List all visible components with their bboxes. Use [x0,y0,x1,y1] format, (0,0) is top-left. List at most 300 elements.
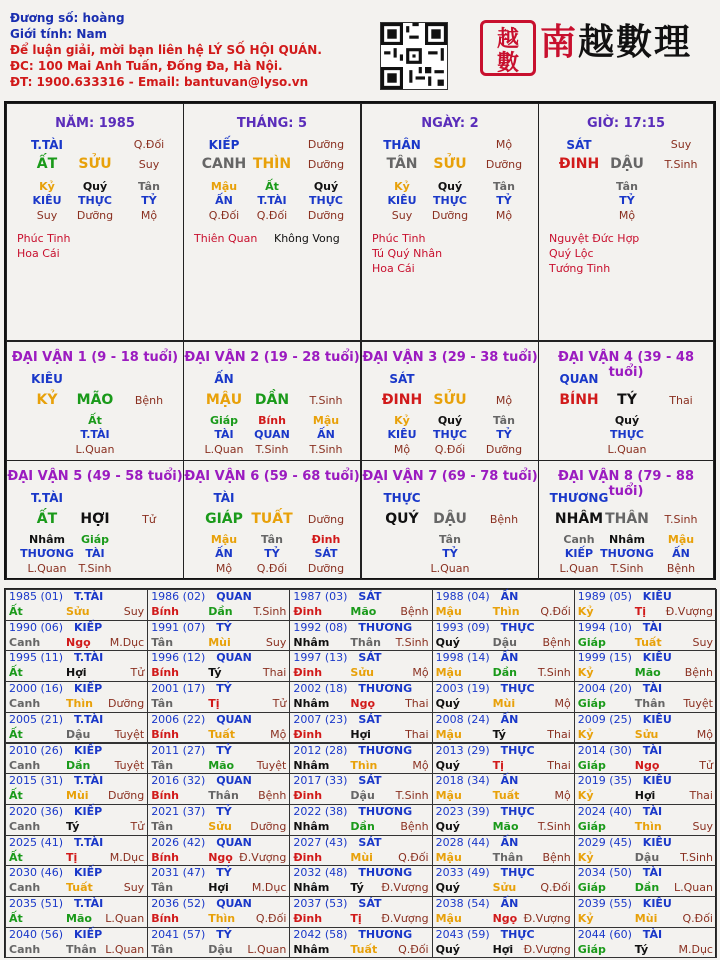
hidden-ten-god: KIÊU [387,428,417,441]
year-chi: Hợi [208,881,229,895]
year-can: Canh [9,697,41,711]
year-cell[interactable] [574,835,717,867]
year-ten-god: KIẾP [74,866,103,880]
year-label: 2023 (39) [435,804,490,818]
phone-email-text[interactable]: ĐT: 1900.633316 - Email: bantuvan@lyso.vn [10,75,309,89]
year-state: Mộ [412,758,429,772]
thien-can: GIÁP [205,511,243,527]
hidden-stem: Quý [437,414,463,427]
year-cell[interactable] [574,650,717,682]
than-sat-note: Tú Quý Nhân [372,247,443,260]
dia-chi: HỢI [80,511,110,527]
truong-sinh: Dưỡng [307,158,345,171]
year-label: 2009 (25) [577,712,632,726]
year-can: Giáp [577,819,606,833]
year-can: Ất [9,850,23,864]
hidden-stem: Mậu [667,533,695,546]
year-can: Đinh [293,850,323,864]
pillar-cell[interactable] [6,103,184,341]
year-cell[interactable] [289,865,432,897]
year-can: Tân [151,758,174,772]
year-cell[interactable] [5,804,148,836]
hidden-state: Dưỡng [431,209,469,222]
year-ten-god: ẤN [500,651,519,665]
year-ten-god: SÁT [358,897,382,910]
year-cell[interactable] [432,620,575,652]
year-cell[interactable] [432,835,575,867]
year-cell[interactable] [574,681,717,713]
year-label: 2025 (41) [9,835,64,849]
year-can: Kỷ [577,912,594,925]
dia-chi: DẬU [610,156,644,172]
year-cell[interactable] [289,927,432,959]
hidden-ten-god: TỶ [496,194,512,207]
hidden-stem: Nhâm [29,533,65,546]
year-can: Đinh [293,789,323,803]
year-label: 2016 (32) [151,774,206,788]
ten-god-can: T.TÀI [31,491,63,505]
year-cell[interactable] [289,896,432,928]
year-cell[interactable] [5,650,148,682]
dai-van-cell[interactable] [538,460,714,580]
dai-van-cell[interactable] [361,341,539,461]
year-cell[interactable] [147,743,290,775]
year-label: 2037 (53) [293,897,348,910]
year-state: Thai [547,758,571,772]
hidden-stem: Bính [258,414,286,427]
hidden-state: Mộ [393,443,411,456]
year-can: Giáp [577,635,606,649]
hidden-state: T.Sinh [309,443,343,456]
hidden-stem: Quý [437,180,463,193]
dia-chi: DẦN [254,392,290,408]
year-label: 1998 (14) [435,651,490,665]
year-ten-god: KIẾP [74,682,103,696]
year-chi: Mão [350,605,377,618]
brand-first-char: 南 [540,21,579,63]
year-chi: Thìn [208,912,236,925]
year-ten-god: QUAN [216,897,252,910]
dai-van-cell[interactable] [183,460,361,580]
hidden-ten-god: TÀI [214,428,234,441]
year-can: Nhâm [293,758,330,772]
year-label: 2018 (34) [435,774,490,788]
year-chi: Sửu [492,881,517,895]
year-cell[interactable] [5,681,148,713]
year-label: 1985 (01) [9,590,64,603]
year-chi: Hợi [66,666,87,680]
year-can: Quý [435,635,460,649]
qr-code[interactable] [380,22,448,90]
year-ten-god: SÁT [358,651,382,665]
year-cell[interactable] [289,712,432,744]
year-can: Quý [435,881,460,895]
year-cell[interactable] [5,620,148,652]
year-cell[interactable] [289,589,432,621]
year-can: Đinh [293,666,323,680]
year-ten-god: KIÊU [642,590,672,603]
year-label: 2001 (17) [151,682,206,696]
year-label: 2014 (30) [577,743,632,757]
dai-van-title: ĐẠI VẬN 4 (39 - 48 tuổi) [558,350,694,380]
year-state: L.Quan [105,912,145,925]
year-state: Tuyệt [256,758,287,772]
year-label: 2002 (18) [293,682,348,696]
dai-van-title: ĐẠI VẬN 8 (79 - 88 tuổi) [558,469,694,499]
dai-van-cell[interactable] [361,460,539,580]
dia-chi: SỬU [78,156,112,172]
hidden-ten-god: THỰC [309,194,343,207]
year-can: Mậu [435,912,462,925]
year-cell[interactable] [432,589,575,621]
year-ten-god: TỶ [216,927,232,941]
phone-email-line[interactable] [10,74,322,90]
year-cell[interactable] [432,743,575,775]
year-can: Giáp [577,881,606,895]
year-cell[interactable] [5,927,148,959]
year-label: 2032 (48) [293,866,348,880]
year-chi: Tị [66,850,78,864]
year-can: Mậu [435,666,462,680]
year-cell[interactable] [432,650,575,682]
year-chi: Mão [492,819,519,833]
year-chi: Tuất [350,942,378,956]
dai-van-title: ĐẠI VẬN 2 (19 - 28 tuổi) [184,350,360,365]
pillar-title: THÁNG: 5 [236,116,308,131]
year-chi: Thân [634,697,666,711]
year-ten-god: ẤN [500,712,519,726]
year-cell[interactable] [147,927,290,959]
year-cell[interactable] [147,804,290,836]
hidden-state: Mộ [140,209,158,222]
hidden-stem: Kỷ [394,414,410,427]
year-chi: Dậu [208,942,233,956]
year-chi: Thìn [350,758,378,772]
hidden-ten-god: T.TÀI [80,428,110,441]
year-state: M.Dục [251,881,287,895]
year-chi: Ngọ [350,697,376,711]
ten-god-can: KIẾP [208,138,240,152]
truong-sinh: T.Sinh [309,394,343,407]
year-chi: Dậu [66,727,91,741]
year-cell[interactable] [432,712,575,744]
year-chi: Ngọ [208,850,233,864]
truong-sinh: Tử [142,513,156,526]
year-chi: Mùi [66,789,89,803]
year-chi: Sửu [350,666,374,680]
year-cell[interactable] [5,865,148,897]
year-label: 1995 (11) [9,651,64,665]
year-cell[interactable] [289,835,432,867]
year-chi: Sửu [634,727,659,741]
year-state: Thai [262,666,287,680]
hidden-ten-god: ẤN [317,428,335,441]
year-label: 2022 (38) [293,804,348,818]
year-label: 1994 (10) [577,620,632,634]
year-label: 1991 (07) [151,620,206,634]
year-can: Nhâm [293,881,330,895]
thien-can: BÍNH [559,392,599,408]
hidden-stem: Ất [88,414,102,427]
year-cell[interactable] [5,835,148,867]
year-ten-god: THƯƠNG [358,743,413,757]
year-cell[interactable] [574,712,717,744]
year-cell[interactable] [147,589,290,621]
dia-chi: SỬU [433,392,467,408]
year-can: Mậu [435,605,462,618]
year-state: Tuyệt [114,758,145,772]
ten-god-can: THƯƠNG [549,491,609,505]
year-label: 2015 (31) [9,774,64,788]
year-ten-god: THỰC [500,682,535,696]
than-sat-note: Thiên Quan [194,232,258,245]
year-ten-god: KIẾP [74,620,103,634]
year-state: Đ.Vượng [523,942,571,956]
year-state: Q.Đối [540,605,571,618]
year-cell[interactable] [289,620,432,652]
year-label: 2036 (52) [151,897,206,910]
dai-van-title: ĐẠI VẬN 5 (49 - 58 tuổi) [7,469,183,484]
brand-rest: 越數理 [578,21,693,63]
year-cell[interactable] [574,896,717,928]
dai-van-cell[interactable] [538,341,714,461]
year-can: Quý [435,942,460,956]
year-chi: Dần [492,666,517,680]
year-ten-god: QUAN [216,651,252,665]
year-label: 1996 (12) [151,651,206,665]
year-cell[interactable] [147,835,290,867]
dai-van-cell[interactable] [6,341,184,461]
year-label: 2011 (27) [151,743,206,757]
hidden-stem: Giáp [209,414,239,427]
year-ten-god: THỰC [500,804,535,818]
thien-can: ĐINH [558,156,600,172]
year-state: Bệnh [400,605,429,618]
hidden-stem: Mậu [312,414,340,427]
year-cell[interactable] [574,773,717,805]
hidden-stem: Mậu [210,533,238,546]
pillar-title: NĂM: 1985 [55,116,135,131]
year-chi: Tý [634,942,649,956]
year-cell[interactable] [432,896,575,928]
than-sat-note: Hoa Cái [372,262,415,275]
year-state: Q.Đối [398,850,429,864]
year-cell[interactable] [147,681,290,713]
year-chi: Tị [208,697,220,711]
year-cell[interactable] [574,620,717,652]
year-cell[interactable] [147,620,290,652]
year-state: M.Dục [109,850,145,864]
hidden-ten-god: THỰC [610,428,644,441]
duong-so: Đương số: hoàng [10,11,125,25]
year-label: 1993 (09) [435,620,490,634]
year-can: Bính [151,666,180,680]
year-chi: Thân [66,942,97,956]
year-chi: Thân [492,850,524,864]
pillar-cell[interactable] [361,103,539,341]
year-chi: Mùi [634,912,658,925]
year-ten-god: ẤN [500,590,519,603]
year-ten-god: KIẾP [74,743,103,757]
year-chi: Tuất [634,635,662,649]
year-ten-god: TÀI [642,620,663,634]
gioi-tinh: Giới tính: Nam [10,27,108,41]
year-cell[interactable] [5,589,148,621]
year-label: 2027 (43) [293,835,348,849]
year-chi: Mão [634,666,661,680]
year-state: T.Sinh [395,789,429,803]
truong-sinh: Bệnh [134,394,164,407]
hidden-stem: Tân [493,180,515,193]
hidden-stem: Đinh [311,533,341,546]
hidden-ten-god: SÁT [314,547,338,560]
year-state: Đ.Vượng [381,881,429,895]
year-label: 1992 (08) [293,620,348,634]
hidden-state: L.Quan [430,562,470,575]
year-cell[interactable] [147,650,290,682]
year-can: Tân [151,819,174,833]
dai-van-title: ĐẠI VẬN 6 (59 - 68 tuổi) [184,469,360,484]
year-ten-god: THỰC [500,927,535,941]
owner-info [10,10,322,90]
year-can: Kỷ [577,727,594,741]
address-line: ĐC: 100 Mai Anh Tuấn, Đống Đa, Hà Nội. [10,59,283,73]
truong-sinh: T.Sinh [664,158,698,171]
hidden-stem: Quý [313,180,339,193]
pillar-cell[interactable] [183,103,361,341]
year-cell[interactable] [147,773,290,805]
than-sat-note: Quý Lộc [549,247,594,260]
seal-stamp: 越 數 [480,20,536,76]
thien-can: KỶ [36,392,58,408]
year-cell[interactable] [289,804,432,836]
year-ten-god: THƯƠNG [358,866,413,880]
year-state: Tử [699,758,713,772]
year-cell[interactable] [574,804,717,836]
year-cell[interactable] [5,896,148,928]
year-state: Mộ [412,666,429,680]
hidden-state: Dưỡng [76,209,114,222]
year-chi: Tý [492,727,506,741]
year-cell[interactable] [432,681,575,713]
hidden-stem: Nhâm [609,533,645,546]
year-chi: Tuất [208,727,235,741]
truong-sinh: T.Sinh [664,513,698,526]
hidden-ten-god: THỰC [433,194,467,207]
year-can: Canh [9,881,41,895]
year-label: 2019 (35) [577,774,632,788]
hidden-state: L.Quan [559,562,599,575]
year-cell[interactable] [432,927,575,959]
year-can: Ất [9,666,23,680]
year-can: Tân [151,942,174,956]
year-label: 2042 (58) [293,927,348,941]
year-ten-god: KIẾP [74,927,103,941]
than-sat-note: Phúc Tinh [372,232,426,245]
pillar-cell[interactable] [538,103,714,341]
hidden-ten-god: QUAN [254,428,290,441]
year-cell[interactable] [147,865,290,897]
year-ten-god: KIẾP [74,804,103,818]
year-label: 2030 (46) [9,866,64,880]
year-chi: Dậu [634,850,660,864]
thien-can: ẤT [36,156,58,172]
year-cell[interactable] [432,865,575,897]
year-cell[interactable] [5,743,148,775]
hidden-state: Mộ [215,562,233,575]
year-cell[interactable] [289,743,432,775]
dia-chi: TUẤT [251,511,293,527]
year-chi: Mão [208,758,235,772]
year-label: 2013 (29) [435,743,490,757]
year-chi: Thìn [66,697,93,711]
year-chi: Mão [66,912,92,925]
year-state: Dưỡng [108,697,145,711]
year-cell[interactable] [289,773,432,805]
year-can: Bính [151,727,180,741]
year-label: 1988 (04) [435,590,490,603]
than-sat-note: Tướng Tinh [549,262,611,275]
year-label: 2006 (22) [151,712,206,726]
year-cell[interactable] [432,773,575,805]
year-chi: Tuất [66,881,93,895]
year-cell[interactable] [432,804,575,836]
dai-van-cell[interactable] [6,460,184,580]
year-state: Mộ [554,789,571,803]
year-cell[interactable] [147,896,290,928]
year-cell[interactable] [5,712,148,744]
hidden-ten-god: TỶ [442,547,458,560]
year-cell[interactable] [574,589,717,621]
year-can: Mậu [435,850,462,864]
year-can: Canh [9,635,41,649]
year-can: Giáp [577,758,606,772]
year-chi: Ngọ [66,635,91,649]
year-label: 2020 (36) [9,804,64,818]
ten-god-can: THỰC [383,491,421,505]
year-state: Suy [123,881,145,895]
year-cell[interactable] [574,743,717,775]
hidden-state: Suy [391,209,413,222]
year-cell[interactable] [289,650,432,682]
year-ten-god: THƯƠNG [358,682,413,696]
hidden-stem: Quý [614,414,640,427]
year-cell[interactable] [147,712,290,744]
year-chi: Hợi [492,942,514,956]
year-ten-god: ẤN [500,835,519,849]
dai-van-cell[interactable] [183,341,361,461]
year-cell[interactable] [574,865,717,897]
year-cell[interactable] [5,773,148,805]
chart-main-grid [4,101,716,580]
year-chi: Thìn [634,819,662,833]
year-can: Canh [9,942,41,956]
year-label: 1986 (02) [151,590,206,603]
year-state: M.Dục [678,942,713,956]
year-state: Mộ [554,697,571,711]
year-cell[interactable] [289,681,432,713]
year-ten-god: QUAN [216,712,252,726]
year-cell[interactable] [574,927,717,959]
year-ten-god: THƯƠNG [358,804,413,818]
dia-chi: SỬU [433,156,467,172]
than-sat-note: Phúc Tinh [17,232,71,245]
truong-sinh: Thai [669,394,693,407]
year-state: Q.Đối [398,942,429,956]
year-ten-god: TỶ [216,866,232,880]
hidden-state: Mộ [495,209,513,222]
hidden-stem: Giáp [80,533,110,546]
